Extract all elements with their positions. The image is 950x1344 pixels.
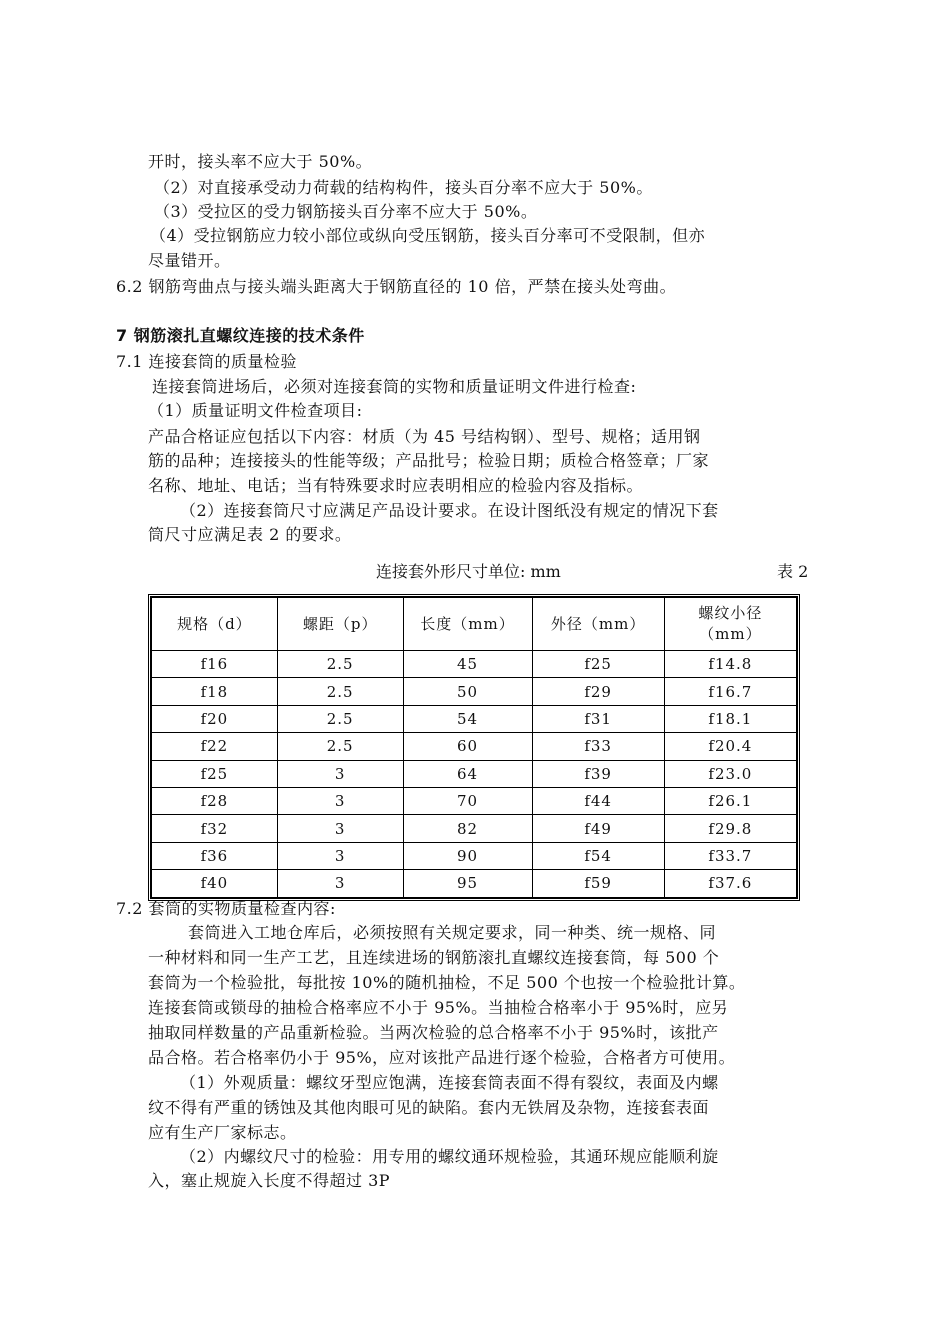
cell-outer-diameter: f54 <box>532 842 664 869</box>
cell-outer-diameter: f49 <box>532 815 664 842</box>
paragraph-line: （2）连接套筒尺寸应满足产品设计要求。在设计图纸没有规定的情况下套 <box>180 501 719 520</box>
paragraph-line: 套筒为一个检验批，每批按 10%的随机抽检，不足 500 个也按一个检验批计算。 <box>148 973 746 992</box>
cell-minor-diameter: f23.0 <box>664 760 796 787</box>
cell-pitch: 3 <box>277 815 403 842</box>
cell-minor-diameter: f37.6 <box>664 870 796 897</box>
paragraph-line: （4）受拉钢筋应力较小部位或纵向受压钢筋，接头百分率可不受限制，但亦 <box>150 226 706 245</box>
table-row <box>152 870 797 897</box>
paragraph-line: 套筒进入工地仓库后，必须按照有关规定要求，同一种类、统一规格、同 <box>188 923 717 942</box>
table-row <box>152 651 797 678</box>
cell-minor-diameter: f20.4 <box>664 733 796 760</box>
table-row <box>152 842 797 869</box>
cell-minor-diameter: f29.8 <box>664 815 796 842</box>
header-spec: 规格（d） <box>152 598 278 651</box>
cell-outer-diameter: f29 <box>532 678 664 705</box>
cell-pitch: 3 <box>277 787 403 814</box>
paragraph-line: 筋的品种；连接接头的性能等级；产品批号；检验日期；质检合格签章；厂家 <box>148 451 710 470</box>
cell-spec: f25 <box>152 760 278 787</box>
paragraph-line: 名称、地址、电话；当有特殊要求时应表明相应的检验内容及指标。 <box>148 476 644 495</box>
paragraph-line: 纹不得有严重的锈蚀及其他肉眼可见的缺陷。套内无铁屑及杂物，连接套表面 <box>148 1098 710 1117</box>
header-minor-diameter <box>664 598 796 651</box>
cell-length: 54 <box>403 705 532 732</box>
cell-minor-diameter: f14.8 <box>664 651 796 678</box>
paragraph-line: 连接套筒进场后，必须对连接套筒的实物和质量证明文件进行检查: <box>152 377 637 396</box>
paragraph-line: 尽量错开。 <box>148 251 231 270</box>
clause-6-2: 6.2 钢筋弯曲点与接头端头距离大于钢筋直径的 10 倍，严禁在接头处弯曲。 <box>116 277 677 296</box>
cell-length: 50 <box>403 678 532 705</box>
paragraph-line: 产品合格证应包括以下内容：材质（为 45 号结构钢）、型号、规格；适用钢 <box>148 427 701 446</box>
table-row <box>152 705 797 732</box>
cell-outer-diameter: f25 <box>532 651 664 678</box>
cell-spec: f16 <box>152 651 278 678</box>
table-row <box>152 733 797 760</box>
cell-outer-diameter: f39 <box>532 760 664 787</box>
cell-length: 82 <box>403 815 532 842</box>
cell-pitch: 2.5 <box>277 733 403 760</box>
table-row <box>152 815 797 842</box>
table-caption: 连接套外形尺寸单位: mm <box>376 562 561 581</box>
table-row <box>152 678 797 705</box>
cell-length: 95 <box>403 870 532 897</box>
cell-length: 45 <box>403 651 532 678</box>
table-header-row <box>152 598 797 651</box>
paragraph-line: 开时，接头率不应大于 50%。 <box>148 152 373 171</box>
paragraph-line: （1）质量证明文件检查项目: <box>148 401 363 420</box>
header-pitch: 螺距（p） <box>277 598 403 651</box>
section-7-2-title: 7.2 套筒的实物质量检查内容: <box>116 899 336 918</box>
table-row <box>152 787 797 814</box>
table-label: 表 2 <box>777 562 809 581</box>
cell-pitch: 2.5 <box>277 705 403 732</box>
table-row <box>152 760 797 787</box>
cell-outer-diameter: f44 <box>532 787 664 814</box>
cell-pitch: 3 <box>277 760 403 787</box>
cell-outer-diameter: f33 <box>532 733 664 760</box>
cell-pitch: 3 <box>277 842 403 869</box>
cell-spec: f18 <box>152 678 278 705</box>
paragraph-line: 抽取同样数量的产品重新检验。当两次检验的总合格率不小于 95%时，该批产 <box>148 1023 719 1042</box>
paragraph-line: 筒尺寸应满足表 2 的要求。 <box>148 525 352 544</box>
header-outer-diameter: 外径（mm） <box>532 598 664 651</box>
paragraph-line: （2）对直接承受动力荷载的结构构件，接头百分率不应大于 50%。 <box>154 178 653 197</box>
cell-length: 60 <box>403 733 532 760</box>
cell-spec: f32 <box>152 815 278 842</box>
header-minor-diameter-line2: （mm） <box>699 625 762 643</box>
paragraph-line: （3）受拉区的受力钢筋接头百分率不应大于 50%。 <box>154 202 538 221</box>
paragraph-line: 品合格。若合格率仍小于 95%，应对该批产品进行逐个检验，合格者方可使用。 <box>148 1048 736 1067</box>
cell-spec: f22 <box>152 733 278 760</box>
cell-minor-diameter: f26.1 <box>664 787 796 814</box>
cell-pitch: 2.5 <box>277 651 403 678</box>
cell-spec: f28 <box>152 787 278 814</box>
cell-spec: f20 <box>152 705 278 732</box>
paragraph-line: （2）内螺纹尺寸的检验：用专用的螺纹通环规检验，其通环规应能顺利旋 <box>180 1147 719 1166</box>
cell-minor-diameter: f16.7 <box>664 678 796 705</box>
paragraph-line: 一种材料和同一生产工艺，且连续进场的钢筋滚扎直螺纹连接套筒，每 500 个 <box>148 948 720 967</box>
cell-spec: f36 <box>152 842 278 869</box>
cell-minor-diameter: f18.1 <box>664 705 796 732</box>
section-7-title: 7 钢筋滚扎直螺纹连接的技术条件 <box>116 326 365 345</box>
cell-outer-diameter: f59 <box>532 870 664 897</box>
cell-pitch: 3 <box>277 870 403 897</box>
cell-outer-diameter: f31 <box>532 705 664 732</box>
section-7-1-title: 7.1 连接套筒的质量检验 <box>116 352 298 371</box>
paragraph-line: 应有生产厂家标志。 <box>148 1123 297 1142</box>
cell-minor-diameter: f33.7 <box>664 842 796 869</box>
header-length: 长度（mm） <box>403 598 532 651</box>
cell-length: 64 <box>403 760 532 787</box>
paragraph-line: （1）外观质量：螺纹牙型应饱满，连接套筒表面不得有裂纹，表面及内螺 <box>180 1073 719 1092</box>
cell-length: 90 <box>403 842 532 869</box>
cell-pitch: 2.5 <box>277 678 403 705</box>
header-minor-diameter-line1: 螺纹小径 <box>698 604 763 622</box>
paragraph-line: 入，塞止规旋入长度不得超过 3P <box>148 1171 391 1190</box>
cell-length: 70 <box>403 787 532 814</box>
paragraph-line: 连接套筒或锁母的抽检合格率应不小于 95%。当抽检合格率小于 95%时，应另 <box>148 998 729 1017</box>
dimension-table <box>148 594 800 901</box>
cell-spec: f40 <box>152 870 278 897</box>
